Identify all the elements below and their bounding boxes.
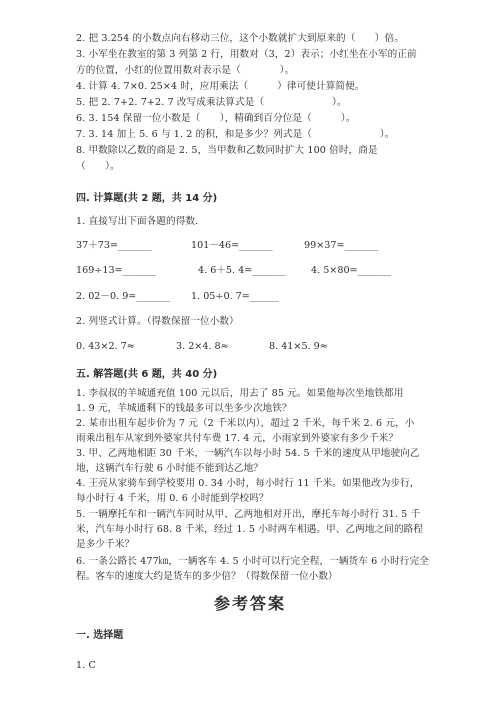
calc-item: 2. 02－0. 9=_______ (76, 291, 170, 302)
question-line: （ ）。 (76, 161, 120, 172)
problem-line: 每小时行 4 千米，用 0. 6 小时能到学校吗？ (76, 493, 269, 504)
question-line: 方的位置，小红的位置用数对表示是（ ）。 (76, 65, 295, 76)
question-line: 1. 直接写出下面各题的得数. (76, 216, 199, 227)
answers-title: 参考答案 (213, 594, 286, 613)
answers-section-heading: 一. 选择题 (76, 630, 124, 641)
problem-line: 6. 一条公路长 477㎞，一辆客车 4. 5 小时可以行完全程，一辆货车 6 小时行完全 (76, 556, 429, 567)
problem-line: 是多少千米？ (76, 539, 135, 550)
problem-line: 2. 某市出租车起步价为 7 元（2 千米以内），超过 2 千米，每千米 2. 6 元，小 (76, 418, 415, 429)
problem-line: 3. 甲、乙两地相距 30 千米，一辆汽车以每小时 54. 5 千米的速度从甲地驶向乙 (76, 448, 420, 459)
answer-line: 1. C (76, 660, 96, 671)
question-line: 5. 把 2. 7+2. 7+2. 7 改写成乘法算式是（ ）。 (76, 97, 347, 108)
calc-item: 3. 2×4. 8≈ (176, 341, 229, 352)
calc-item: 99×37=_______ (304, 240, 379, 251)
problem-line: 1. 李叔叔的羊城通充值 100 元以后，用去了 85 元。如果他每次坐地铁都用 (76, 388, 404, 399)
question-line: 4. 计算 4. 7×0. 25×4 时，应用乘法（ ）律可使计算简便。 (76, 81, 365, 92)
section-heading: 四. 计算题(共 2 题，共 14 分) (76, 193, 218, 204)
section-heading: 五. 解答题(共 6 题，共 40 分) (76, 369, 218, 380)
problem-line: 雨乘出租车从家到外婆家共付车费 17. 4 元，小雨家到外婆家有多少千米？ (76, 433, 399, 444)
calc-item: 4. 6＋5. 4=_______ (198, 265, 286, 276)
question-line: 6. 3. 154 保留一位小数是（ ），精确到百分位是（ ）。 (76, 113, 356, 124)
problem-line: 1. 9 元，羊城通剩下的钱最多可以坐多少次地铁？ (76, 403, 292, 414)
question-line: 8. 甲数除以乙数的商是 2. 5，当甲数和乙数同时扩大 100 倍时，商是 (76, 145, 378, 156)
problem-line: 程。客车的速度大约是货车的多少倍？（得数保留一位小数） (76, 571, 338, 582)
problem-line: 地，这辆汽车行驶 6 小时能不能到达乙地？ (76, 463, 263, 474)
question-line: 3. 小军坐在教室的第 3 列第 2 行，用数对（3，2）表示；小红坐在小军的正前 (76, 49, 417, 60)
problem-line: 米，汽车每小时行 68. 8 千米，经过 1. 5 小时两车相遇。甲、乙两地之间的路程 (76, 524, 424, 535)
calc-item: 0. 43×2. 7≈ (76, 341, 135, 352)
question-line: 7. 3. 14 加上 5. 6 与 1. 2 的积，和是多少？列式是（ ）。 (76, 129, 395, 140)
calc-item: 37＋73=_______ (76, 240, 152, 251)
calc-item: 169÷13=_______ (76, 265, 157, 276)
calc-item: 1. 05÷0. 7=______ (191, 291, 279, 302)
question-line: 2. 列竖式计算。（得数保留一位小数） (76, 316, 239, 327)
calc-item: 4. 5×80=_______ (311, 265, 392, 276)
calc-item: 8. 41×5. 9≈ (269, 341, 328, 352)
question-line: 2. 把 3.254 的小数点向右移动三位，这个小数就扩大到原来的（ ）倍。 (76, 33, 404, 44)
calc-item: 101－46=_______ (191, 240, 273, 251)
problem-line: 4. 王亮从家骑车到学校要用 0. 34 小时，每小时行 11 千米。如果他改为步行， (76, 478, 420, 489)
problem-line: 5. 一辆摩托车和一辆汽车同时从甲、乙两地相对开出，摩托车每小时行 31. 5 千 (76, 509, 421, 520)
